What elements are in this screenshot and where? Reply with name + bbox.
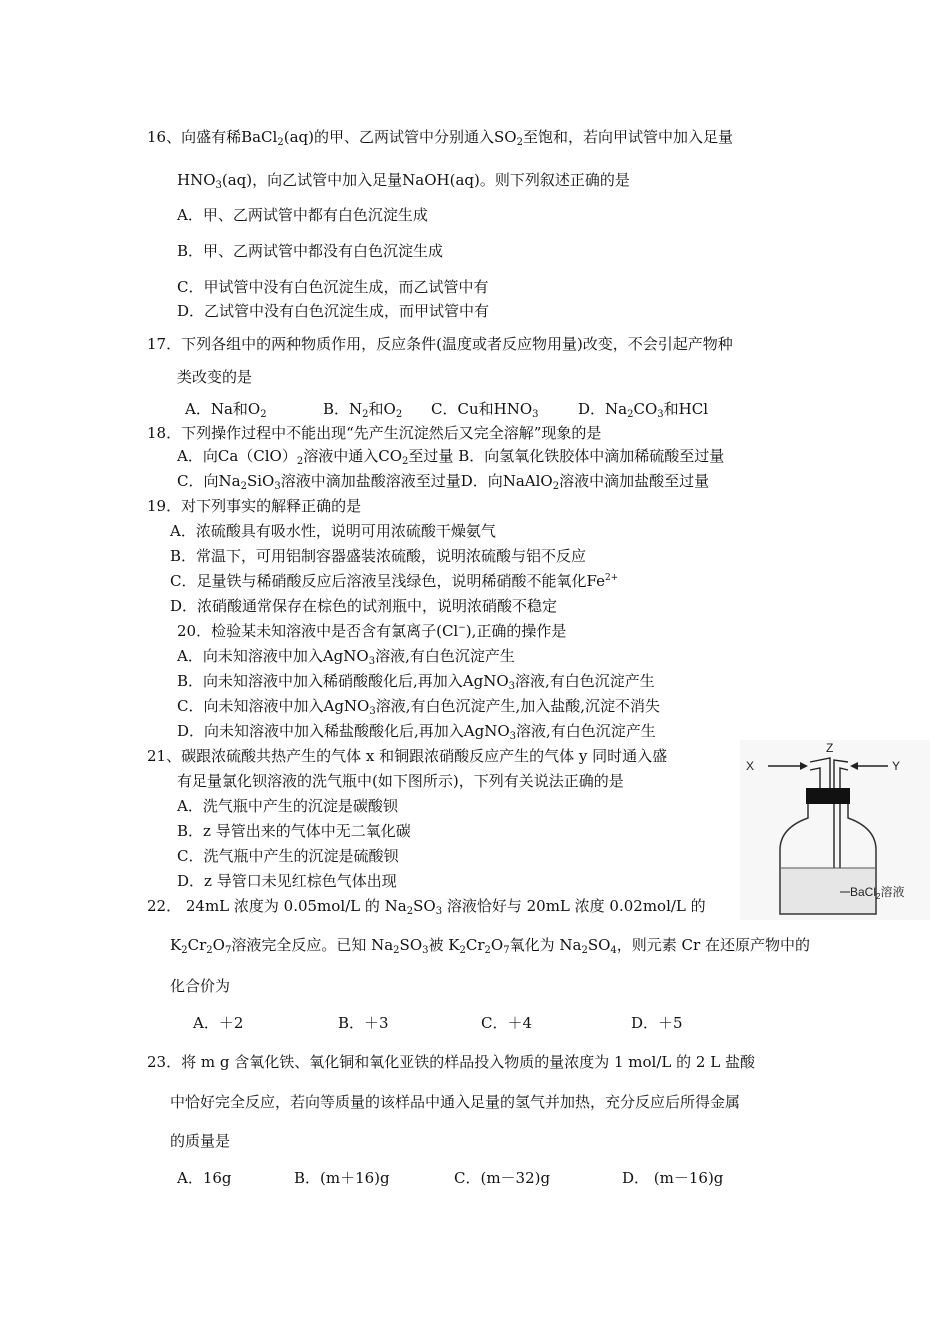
- q16-stem-line2: $HNO_3(aq)$，向乙试管中加入足量NaOH(aq)。则下列叙述正确的是: [177, 171, 630, 191]
- q17-stem-line1: 17．下列各组中的两种物质作用，反应条件(温度或者反应物用量)改变，不会引起产物种: [147, 335, 733, 353]
- q21-option-a: A．洗气瓶中产生的沉淀是碳酸钡: [177, 797, 398, 815]
- q16-option-b: B．甲、乙两试管中都没有白色沉淀生成: [177, 242, 444, 260]
- q23-option-a: A．16g: [177, 1169, 232, 1187]
- q20-option-b: B．向未知溶液中加入稀硝酸酸化后,再加入AgNO$_3$溶液,有白色沉淀产生: [177, 672, 655, 692]
- q18-options-cd: C．向$Na_2SiO_3$溶液中滴加盐酸溶液至过量D．向NaAlO$_2$溶液中滴加盐酸至过量: [177, 472, 710, 492]
- q17-option-c: C．Cu和$HNO_3$: [431, 400, 539, 420]
- q18-options-ab: A．向$Ca(ClO)_2$溶液中通入$CO_2$至过量 B．向氢氧化铁胶体中滴加稀硫酸至过量: [177, 447, 725, 467]
- q19-option-c: C．足量铁与稀硝酸反应后溶液呈浅绿色，说明稀硝酸不能氧化$Fe^{2+}$: [170, 572, 619, 590]
- q21-option-d: D．z 导管口未见红棕色气体出现: [177, 872, 397, 890]
- q18-stem: 18．下列操作过程中不能出现“先产生沉淀然后又完全溶解”现象的是: [147, 424, 602, 442]
- q23-stem-line2: 中恰好完全反应，若向等质量的该样品中通入足量的氢气并加热，充分反应后所得金属: [170, 1093, 741, 1111]
- q19-option-d: D．浓硝酸通常保存在棕色的试剂瓶中，说明浓硝酸不稳定: [170, 597, 558, 615]
- q19-option-b: B．常温下，可用铝制容器盛装浓硫酸，说明浓硫酸与铝不反应: [170, 547, 587, 565]
- q22-stem-line3: 化合价为: [170, 977, 231, 995]
- q21-stem-line2: 有足量氯化钡溶液的洗气瓶中(如下图所示)，下列有关说法正确的是: [177, 772, 624, 790]
- q16-option-c: C．甲试管中没有白色沉淀生成，而乙试管中有: [177, 278, 489, 296]
- q21-stem-line1: 21、碳跟浓硫酸共热产生的气体 x 和铜跟浓硝酸反应产生的气体 y 同时通入盛: [147, 747, 668, 765]
- q20-option-a: A．向未知溶液中加入AgNO$_3$溶液,有白色沉淀产生: [177, 647, 515, 667]
- q22-option-d: D．＋5: [631, 1014, 683, 1032]
- q23-option-b: B．(m＋16)g: [294, 1169, 390, 1187]
- q17-option-b: B．$N_2$和$O_2$: [323, 400, 403, 420]
- gas-washing-bottle-diagram: [740, 740, 930, 920]
- rubber-stopper: [806, 788, 850, 804]
- label-y: Y: [892, 759, 901, 773]
- q17-option-d: D．$Na_2CO_3$和HCl: [578, 400, 709, 420]
- q23-option-c: C．(m－32)g: [454, 1169, 551, 1187]
- q19-stem: 19．对下列事实的解释正确的是: [147, 497, 362, 515]
- q22-option-a: A．＋2: [193, 1014, 244, 1032]
- q20-option-d: D．向未知溶液中加入稀盐酸酸化后,再加入AgNO$_3$溶液,有白色沉淀产生: [177, 722, 656, 742]
- q23-stem-line3: 的质量是: [170, 1132, 231, 1150]
- q17-stem-line2: 类改变的是: [177, 368, 253, 386]
- q23-option-d: D． (m－16)g: [622, 1169, 724, 1187]
- q23-stem-line1: 23．将 m g 含氧化铁、氧化铜和氧化亚铁的样品投入物质的量浓度为 1 mol/L 的 2 L 盐酸: [147, 1053, 755, 1071]
- label-x: X: [746, 759, 755, 773]
- q21-option-b: B．z 导管出来的气体中无二氧化碳: [177, 822, 411, 840]
- q17-option-a: A．Na和$O_2$: [185, 400, 267, 420]
- q22-stem-line1: 22． 24mL 浓度为 0.05mol/L 的 $Na_2SO_3$ 溶液恰好与 20mL 浓度 0.02mol/L 的: [147, 897, 706, 917]
- q21-option-c: C．洗气瓶中产生的沉淀是硫酸钡: [177, 847, 399, 865]
- q20-option-c: C．向未知溶液中加入AgNO$_3$溶液,有白色沉淀产生,加入盐酸,沉淀不消失: [177, 697, 661, 717]
- q16-option-d: D．乙试管中没有白色沉淀生成，而甲试管中有: [177, 302, 490, 320]
- q23-options: [177, 1168, 723, 1188]
- label-bacl2-solution: BaCl$_2$溶液: [850, 885, 905, 901]
- q22-stem-line2: $K_2Cr_2O_7$溶液完全反应。已知 $Na_2SO_3$被 $K_2Cr_2O_7$氧化为 $Na_2SO_4$，则元素 Cr 在还原产物中的: [170, 936, 810, 956]
- q22-option-c: C．＋4: [481, 1014, 533, 1032]
- label-z: Z: [826, 741, 834, 755]
- q22-option-b: B．＋3: [338, 1014, 389, 1032]
- q16-option-a: A．甲、乙两试管中都有白色沉淀生成: [177, 206, 428, 224]
- q20-stem: 20．检验某未知溶液中是否含有氯离子(Cl−),正确的操作是: [177, 622, 567, 640]
- q17-options: [185, 399, 708, 419]
- q16-stem-line1: 16、向盛有稀BaCl$_2$(aq)的甲、乙两试管中分别通入$SO_2$至饱和，若向甲试管中加入足量: [147, 128, 733, 148]
- q19-option-a: A．浓硫酸具有吸水性，说明可用浓硫酸干燥氨气: [170, 522, 496, 540]
- q22-options: [193, 1013, 683, 1033]
